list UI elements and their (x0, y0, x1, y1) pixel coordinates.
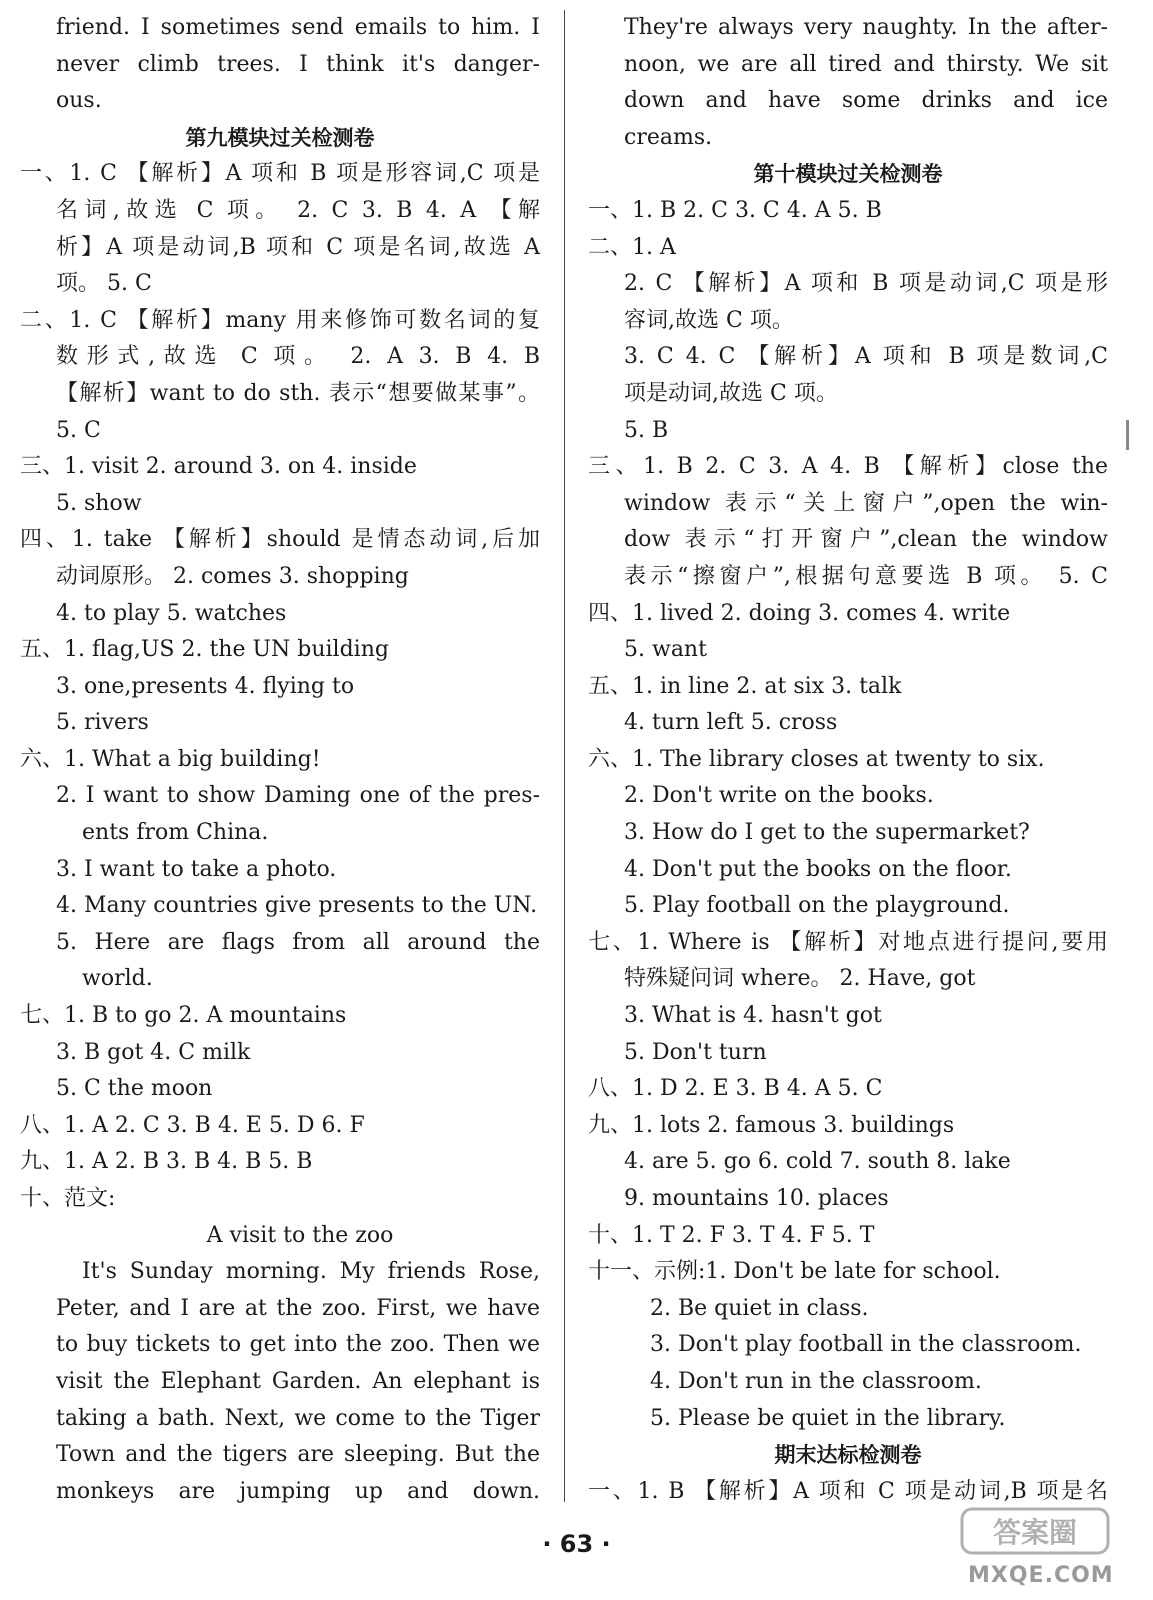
section-heading: 第十模块过关检测卷 (753, 162, 943, 187)
column-divider (564, 10, 565, 1502)
text-line: 四、1. lived 2. doing 3. comes 4. write (588, 600, 1011, 626)
text-line: 七、1. B to go 2. A mountains (20, 1003, 347, 1029)
text-line: 5. Don't turn (624, 1039, 767, 1065)
right-column (588, 10, 1108, 1510)
text-line: 八、1. A 2. C 3. B 4. E 5. D 6. F (20, 1112, 365, 1138)
text-line: 3. What is 4. hasn't got (624, 1003, 882, 1029)
text-line: to buy tickets to get into the zoo. Then we (56, 1332, 540, 1358)
text-line: 三、1. visit 2. around 3. on 4. inside (20, 454, 417, 480)
section-heading: 期末达标检测卷 (774, 1443, 922, 1468)
text-line: never climb trees. I think it's danger- (56, 51, 540, 77)
text-line: 特殊疑问词 where。 2. Have, got (624, 966, 976, 992)
text-line: 容词,故选 C 项。 (624, 307, 794, 333)
text-line: 3. How do I get to the supermarket? (624, 820, 1030, 846)
text-line: 七、1. Where is 【解析】对地点进行提问,要用 (588, 929, 1108, 955)
text-line: 4. to play 5. watches (56, 600, 287, 626)
text-line: 二、1. C 【解析】many 用来修饰可数名词的复 (20, 307, 540, 333)
text-line: 2. C 【解析】A 项和 B 项是动词,C 项是形 (624, 271, 1108, 297)
text-line: world. (82, 966, 153, 992)
text-line: 四、1. take 【解析】should 是情态动词,后加 (20, 527, 540, 553)
text-line: 【解析】want to do sth. 表示“想要做某事”。 (56, 380, 540, 406)
text-line: 4. Many countries give presents to the UN. (56, 893, 538, 919)
text-line: 六、1. What a big building! (20, 746, 321, 772)
text-line: friend. I sometimes send emails to him. I (56, 15, 540, 40)
text-line: 二、1. A (588, 234, 676, 260)
text-line: 六、1. The library closes at twenty to six. (588, 746, 1045, 772)
watermark-text: MXQE.COM (968, 1563, 1114, 1588)
text-line: 5. rivers (56, 710, 149, 736)
text-line: 一、1. B 2. C 3. C 4. A 5. B (588, 197, 882, 223)
page-number: · 63 · (542, 1530, 611, 1558)
text-line: 项是动词,故选 C 项。 (624, 380, 838, 406)
text-line: down and have some drinks and ice (624, 88, 1108, 114)
text-line: ous. (56, 88, 102, 114)
text-line: creams. (624, 124, 713, 150)
text-line: 动词原形。 2. comes 3. shopping (56, 563, 409, 589)
text-line: 析】A 项是动词,B 项和 C 项是名词,故选 A (56, 234, 540, 260)
section-heading: A visit to the zoo (206, 1222, 394, 1248)
text-line: 3. C 4. C 【解析】A 项和 B 项是数词,C (624, 344, 1108, 370)
text-line: 五、1. in line 2. at six 3. talk (588, 673, 902, 699)
text-line: 5. want (624, 637, 707, 663)
text-line: 3. I want to take a photo. (56, 856, 337, 882)
text-line: 5. Please be quiet in the library. (650, 1405, 1006, 1431)
text-line: 名词,故选 C 项。 2. C 3. B 4. A 【解 (56, 197, 540, 223)
watermark-logo-text: 答案圈 (992, 1516, 1078, 1549)
text-line: 4. Don't put the books on the floor. (624, 856, 1012, 882)
text-line: Peter, and I are at the zoo. First, we have (56, 1295, 540, 1321)
text-line: 2. Be quiet in class. (650, 1295, 869, 1321)
text-line: 5. Here are flags from all around the (56, 929, 540, 955)
text-line: 5. show (56, 490, 142, 516)
text-line: 3. B got 4. C milk (56, 1039, 251, 1065)
text-line: 9. mountains 10. places (624, 1186, 889, 1211)
text-line: dow 表示“打开窗户”,clean the window (624, 527, 1108, 553)
section-heading: 第九模块过关检测卷 (185, 125, 375, 150)
text-line: 一、1. B 【解析】A 项和 C 项是动词,B 项是名 (588, 1478, 1108, 1504)
text-line: 九、1. A 2. B 3. B 4. B 5. B (20, 1149, 313, 1175)
text-line: 十、1. T 2. F 3. T 4. F 5. T (588, 1222, 875, 1248)
text-line: 五、1. flag,US 2. the UN building (20, 637, 389, 663)
text-line: 5. C (56, 417, 101, 443)
text-line: 4. turn left 5. cross (624, 710, 838, 736)
text-line: Town and the tigers are sleeping. But the (56, 1442, 540, 1468)
text-line: window 表示“关上窗户”,open the win- (624, 490, 1108, 516)
text-line: 数形式,故选 C 项。 2. A 3. B 4. B (56, 344, 540, 370)
text-line: 十、范文: (20, 1186, 116, 1211)
watermark-logo-icon (960, 1505, 1110, 1557)
text-line: 5. B (624, 417, 669, 443)
text-line: 3. Don't play football in the classroom. (650, 1332, 1082, 1358)
text-line: 4. are 5. go 6. cold 7. south 8. lake (624, 1149, 1011, 1175)
text-line: visit the Elephant Garden. An elephant is (56, 1368, 540, 1394)
text-line: 表示“擦窗户”,根据句意要选 B 项。 5. C (624, 563, 1108, 589)
scan-edge-mark (1126, 420, 1129, 450)
text-line: They're always very naughty. In the after- (624, 15, 1108, 40)
text-line: 5. C the moon (56, 1076, 213, 1102)
text-line: 3. one,presents 4. flying to (56, 673, 355, 699)
text-line: 八、1. D 2. E 3. B 4. A 5. C (588, 1076, 883, 1102)
text-line: monkeys are jumping up and down. (56, 1478, 540, 1504)
text-line: 2. Don't write on the books. (624, 783, 934, 809)
text-line: 项。 5. C (56, 271, 152, 297)
text-line: noon, we are all tired and thirsty. We sit (624, 51, 1108, 77)
text-line: ents from China. (82, 820, 269, 846)
watermark (960, 1505, 1140, 1597)
left-column (20, 10, 540, 1510)
text-line: 九、1. lots 2. famous 3. buildings (588, 1112, 955, 1138)
text-line: 5. Play football on the playground. (624, 893, 1010, 919)
text-line: It's Sunday morning. My friends Rose, (82, 1259, 540, 1285)
text-line: taking a bath. Next, we come to the Tiger (56, 1405, 540, 1431)
text-line: 十一、示例:1. Don't be late for school. (588, 1259, 1001, 1285)
text-line: 一、1. C 【解析】A 项和 B 项是形容词,C 项是 (20, 161, 540, 187)
text-line: 三、1. B 2. C 3. A 4. B 【解析】close the (588, 454, 1108, 480)
text-line: 2. I want to show Daming one of the pres- (56, 783, 540, 809)
text-line: 4. Don't run in the classroom. (650, 1368, 982, 1394)
